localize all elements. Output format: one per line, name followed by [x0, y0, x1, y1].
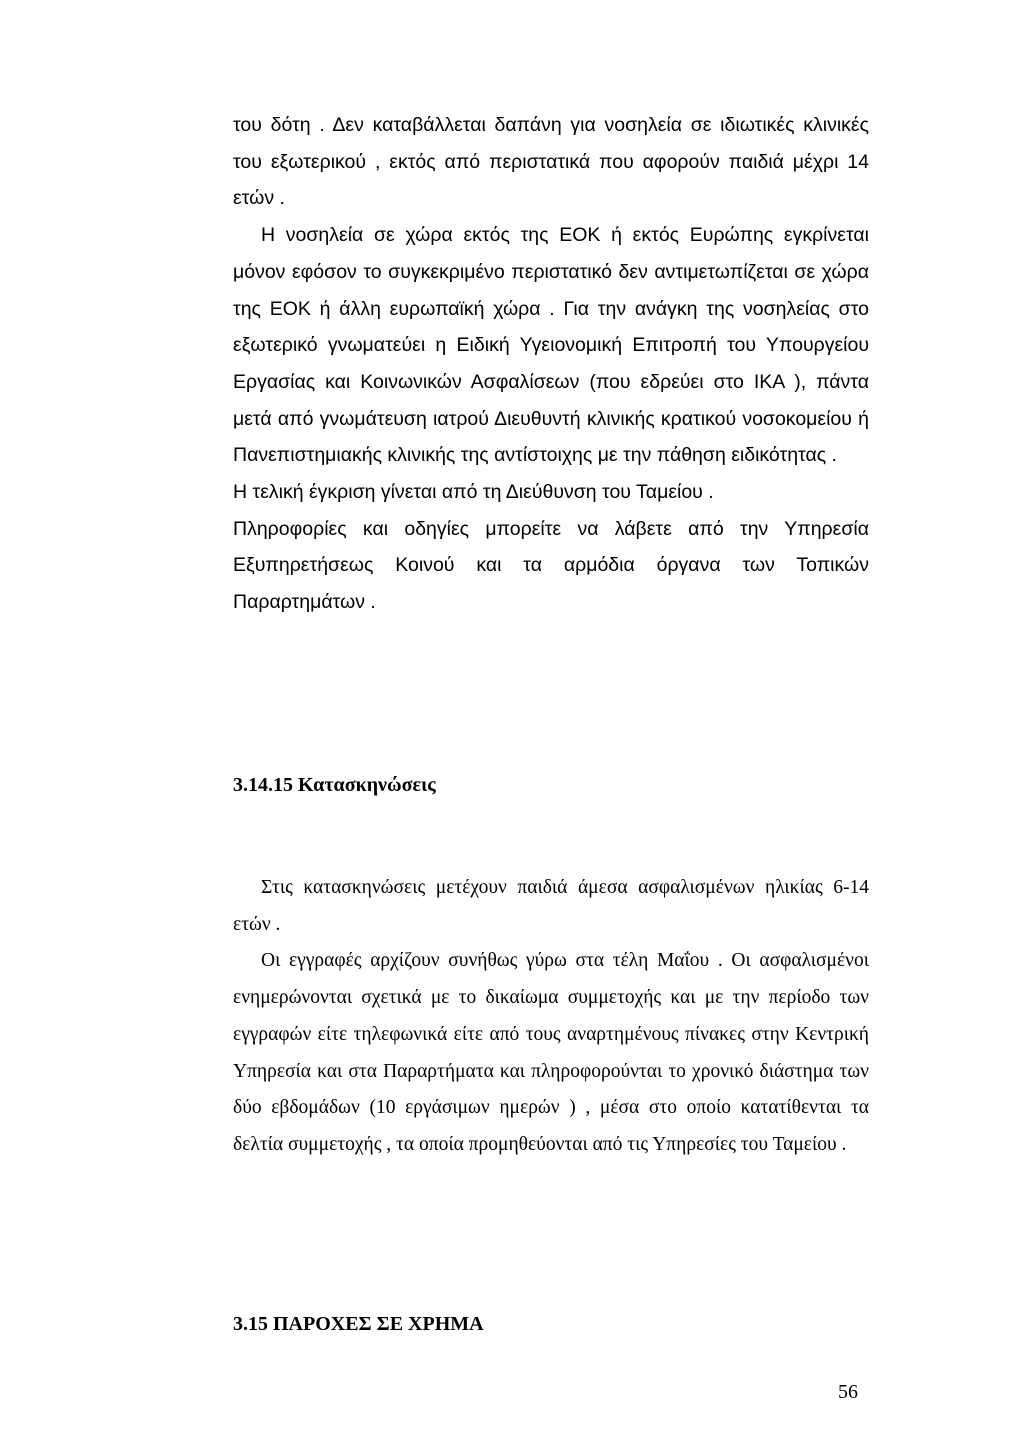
paragraph-reimbursement: του δότη . Δεν καταβάλλεται δαπάνη για νοσηλεία σε ιδιωτικές κλινικές του εξωτερικού , εκτός από περιστατικά που αφορούν παιδιά μέχρι 14 ετών .: [233, 114, 869, 210]
continuation-text: [233, 107, 869, 621]
paragraph-camps-eligibility: Στις κατασκηνώσεις μετέχουν παιδιά άμεσα ασφαλισμένων ηλικίας 6-14 ετών .: [233, 877, 869, 935]
paragraph-camps-registration: Οι εγγραφές αρχίζουν συνήθως γύρω στα τέλη Μαΐου . Οι ασφαλισμένοι ενημερώνονται σχετικά με το δικαίωμα συμμετοχής και με την περίοδο των εγγραφών είτε τηλεφωνικά είτε από τους αναρτημένους πίνακες στην Κεντρική Υπηρεσία και στα Παραρτήματα και πληροφορούνται το χρονικό διάστημα των δύο εβδομάδων (10 εργάσιμων ημερών ) , μέσα στο οποίο κατατίθενται τα δελτία συμμετοχής , τα οποία προμηθεύονται από τις Υπηρεσίες του Ταμείου .: [233, 950, 869, 1155]
paragraph-final-approval: Η τελική έγκριση γίνεται από τη Διεύθυνση του Ταμείου .: [233, 481, 714, 504]
paragraph-information: Πληροφορίες και οδηγίες μπορείτε να λάβετε από την Υπηρεσία Εξυπηρετήσεως Κοινού και τα αρμόδια όργανα των Τοπικών Παραρτημάτων .: [233, 517, 869, 614]
section-heading-cash-benefits: 3.15 ΠΑΡΟΧΕΣ ΣΕ ΧΡΗΜΑ: [233, 1313, 484, 1335]
page-number: 56: [838, 1381, 858, 1403]
camps-text: [233, 870, 869, 1164]
paragraph-non-eec-treatment: Η νοσηλεία σε χώρα εκτός της ΕΟΚ ή εκτός Ευρώπης εγκρίνεται μόνον εφόσον το συγκεκριμένο περιστατικό δεν αντιμετωπίζεται σε χώρα της ΕΟΚ ή άλλη ευρωπαϊκή χώρα . Για την ανάγκη της νοσηλείας στο εξωτερικό γνωματεύει η Ειδική Υγειονομική Επιτροπή του Υπουργείου Εργασίας και Κοινωνικών Ασφαλίσεων (που εδρεύει στο ΙΚΑ ), πάντα μετά από γνωμάτευση ιατρού Διευθυντή κλινικής κρατικού νοσοκομείου ή Πανεπιστημιακής κλινικής της αντίστοιχης με την πάθηση ειδικότητας .: [233, 224, 869, 467]
section-heading-camps: 3.14.15 Κατασκηνώσεις: [233, 774, 436, 796]
